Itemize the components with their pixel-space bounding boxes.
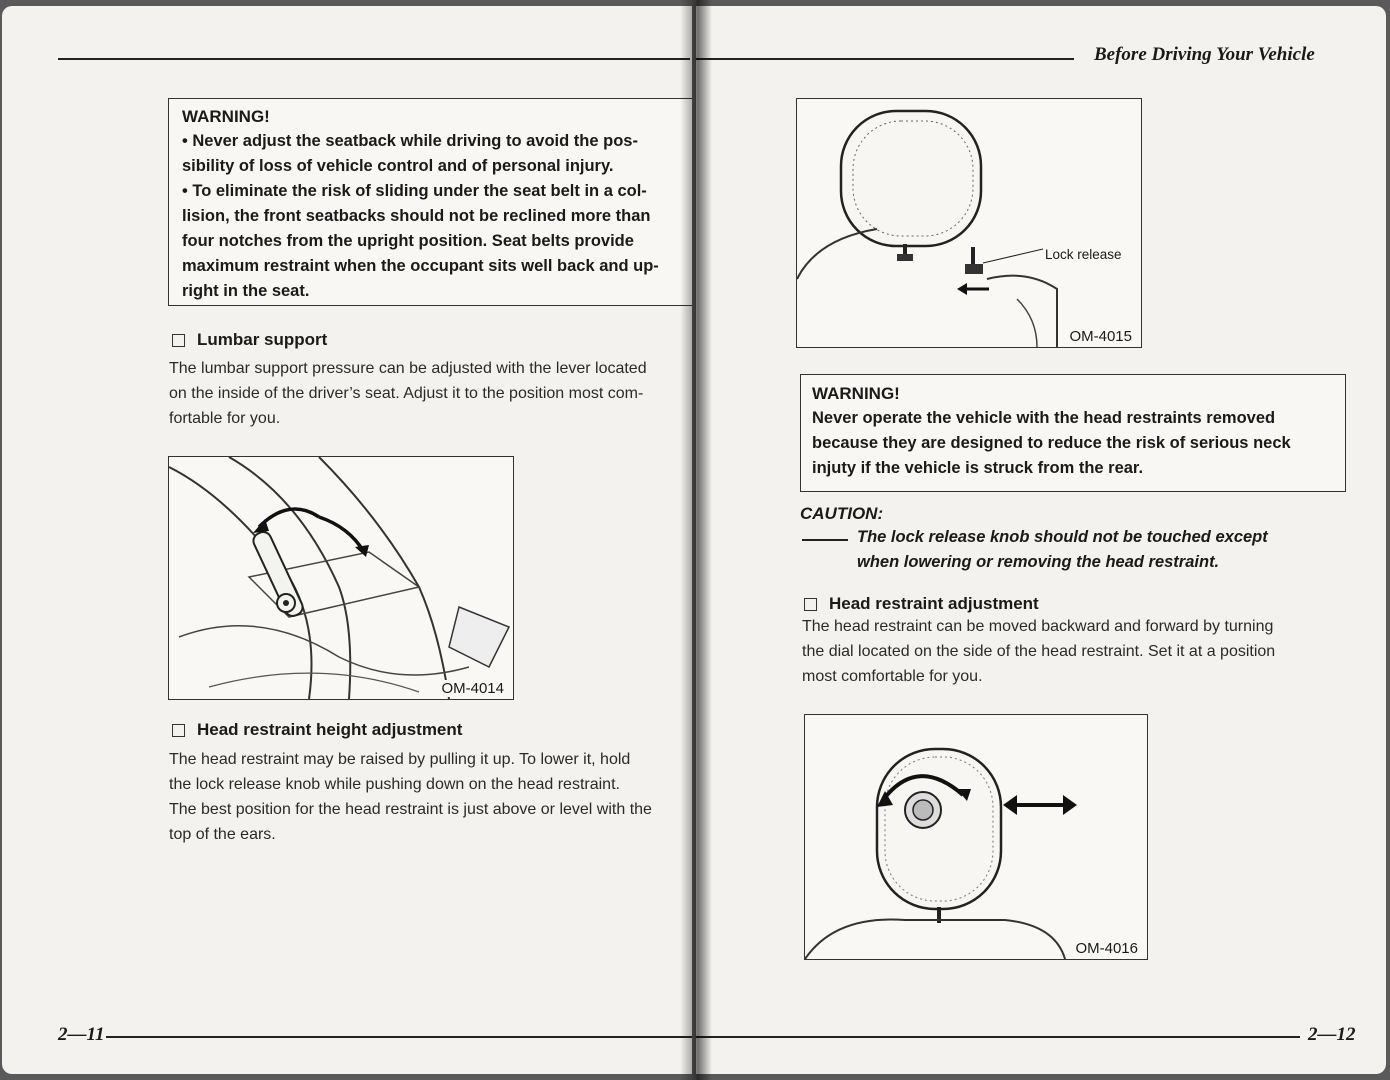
left-warning-box <box>168 98 692 306</box>
warning-line: right in the seat. <box>182 282 310 300</box>
warning-title: WARNING! <box>182 107 270 126</box>
lumbar-lever-figure <box>168 456 514 700</box>
warning-line: because they are designed to reduce the risk of serious neck <box>812 434 1291 452</box>
left-page <box>2 6 692 1074</box>
warning-line: maximum restraint when the occupant sits well back and up- <box>182 257 659 275</box>
running-header: Before Driving Your Vehicle <box>1094 44 1315 65</box>
restraint-adjustment-body: The head restraint can be moved backward and forward by turning the dial located on the side of the head restraint. Set it at a position most comfortable for you. <box>802 618 1276 685</box>
right-header-rule <box>696 58 1074 60</box>
seat-lever-illustration-icon <box>169 457 513 699</box>
lock-release-figure <box>796 98 1142 348</box>
figure-label: OM-4015 <box>1066 328 1135 345</box>
warning-title: WARNING! <box>812 384 900 403</box>
height-adjustment-heading: Head restraint height adjustment <box>172 720 462 740</box>
left-page-number: 2—11 <box>58 1024 105 1045</box>
right-warning-box <box>800 374 1346 492</box>
lumbar-body: The lumbar support pressure can be adjusted with the lever located on the inside of the driver’s seat. Adjust it to the position most com- fortable for you. <box>169 360 647 427</box>
warning-line: Never operate the vehicle with the head restraints removed <box>812 409 1276 427</box>
warning-line: four notches from the upright position. Seat belts provide <box>182 232 634 250</box>
left-footer-rule <box>106 1036 692 1038</box>
figure-label: OM-4016 <box>1072 940 1141 957</box>
height-adjustment-body: The head restraint may be raised by pulling it up. To lower it, hold the lock release knob while pushing down on the head restraint. The best position for the head restraint is just above or level with the top of the ears. <box>169 751 652 843</box>
caution-title: CAUTION: <box>800 504 884 523</box>
restraint-adjustment-heading: Head restraint adjustment <box>804 594 1039 614</box>
caution-body: The lock release knob should not be touched except when lowering or removing the head restraint. <box>857 528 1268 571</box>
warning-line: • To eliminate the risk of sliding under the seat belt in a col- <box>182 182 647 200</box>
figure-label: OM-4014 <box>438 680 507 697</box>
right-page <box>696 6 1386 1074</box>
right-footer-rule <box>696 1036 1300 1038</box>
right-page-number: 2—12 <box>1308 1024 1356 1045</box>
lock-release-label: Lock release <box>1045 247 1122 262</box>
lumbar-heading: Lumbar support <box>172 330 327 350</box>
warning-line: injuty if the vehicle is struck from the rear. <box>812 459 1144 477</box>
dial-adjustment-figure <box>804 714 1148 960</box>
left-header-rule <box>58 58 690 60</box>
checkbox-square-icon <box>804 598 817 611</box>
caution-dash <box>802 539 848 541</box>
head-restraint-dial-illustration-icon <box>805 715 1147 959</box>
warning-line: • Never adjust the seatback while driving to avoid the pos- <box>182 132 638 150</box>
checkbox-square-icon <box>172 724 185 737</box>
book-gutter-shadow <box>680 0 712 1080</box>
checkbox-square-icon <box>172 334 185 347</box>
warning-line: sibility of loss of vehicle control and of personal injury. <box>182 157 614 175</box>
head-restraint-lock-illustration-icon <box>797 99 1141 347</box>
warning-line: lision, the front seatbacks should not be reclined more than <box>182 207 651 225</box>
